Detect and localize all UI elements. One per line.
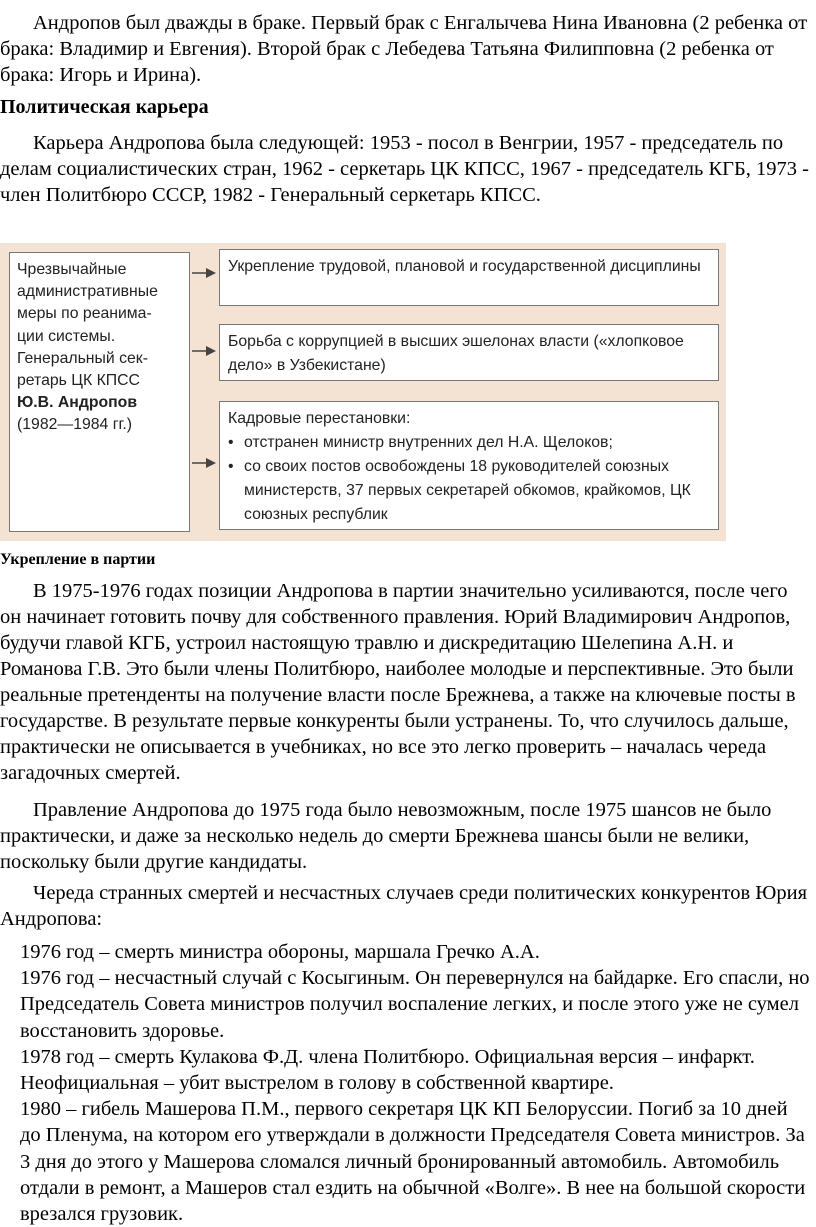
diagram-source-box — [9, 252, 190, 532]
event-item: 1978 год – смерть Кулакова Ф.Д. члена Политбюро. Официальная версия – инфаркт. Неофициальная – убит выстрелом в голову в собственной квартире. — [20, 1045, 755, 1095]
source-line-2: административные — [17, 283, 158, 301]
source-line-4: ции системы. — [17, 327, 116, 345]
personnel-item: • со своих постов освобождены 18 руководителей союзных министерств, 37 первых секретарей обкомов, крайкомов, ЦК союзных республик — [228, 455, 712, 527]
measure-box-personnel — [219, 401, 719, 530]
measure-box-corruption — [219, 324, 719, 381]
arrow-right-icon — [192, 455, 218, 471]
source-years: (1982—1984 гг.) — [17, 416, 132, 434]
source-line-6: ретарь ЦК КПСС — [17, 372, 140, 390]
event-item: 1980 – гибель Машерова П.М., первого секретаря ЦК КП Белоруссии. Погиб за 10 дней до Пленума, на котором его утверждали в должности Председателя Совета министров. За 3 дня до этого у Машерова сломался личный бронированный автомобиль. Автомобиль отдали в ремонт, а Машеров стал ездить на обычной «Волге». В нее на большой скорости врезался грузовик. — [20, 1098, 806, 1226]
career-heading: Политическая карьера — [0, 96, 209, 118]
source-name: Ю.В. Андропов — [17, 394, 138, 412]
intro-text: Андропов был дважды в браке. Первый брак с Енгалычева Нина Ивановна (2 ребенка от брака: Владимир и Евгения). Второй брак с Лебедева Татьяна Филипповна (2 ребенка от брака: Игорь и Ирина). — [0, 12, 808, 86]
career-paragraph — [0, 130, 812, 208]
party-heading: Укрепление в партии — [0, 551, 156, 568]
personnel-title: Кадровые перестановки: — [228, 410, 411, 427]
event-item: 1976 год – несчастный случай с Косыгиным. Он перевернулся на байдарке. Его спасли, но Председатель Совета министров получил воспаление легких, и после этого уже не сумел восстановить здоровье. — [20, 967, 810, 1042]
arrow-right-icon — [192, 343, 218, 359]
intro-paragraph — [0, 10, 812, 88]
measure-corruption-text: Борьба с коррупцией в высших эшелонах власти («хлопковое дело» в Узбекистане) — [228, 333, 684, 374]
measure-discipline-text: Укрепление трудовой, плановой и государственной дисциплины — [228, 258, 701, 275]
party-text-2: Правление Андропова до 1975 года было невозможным, после 1975 шансов не было практически, и даже за несколько недель до смерти Брежнева шансы были не велики, поскольку были другие кандидаты. — [0, 799, 772, 873]
events-list — [20, 939, 810, 1227]
measure-box-discipline — [219, 249, 719, 306]
party-paragraph-1 — [0, 578, 812, 786]
personnel-list — [228, 431, 712, 527]
party-paragraph-2 — [0, 797, 812, 875]
career-text: Карьера Андропова была следующей: 1953 - посол в Венгрии, 1957 - председатель по делам социалистических стран, 1962 - серкетарь ЦК КПСС, 1967 - председатель КГБ, 1973 - член Политбюро СССР, 1982 - Генеральный серкетарь КПСС. — [0, 132, 809, 206]
andropov-measures-diagram — [0, 243, 726, 541]
party-text-1: В 1975-1976 годах позиции Андропова в партии значительно усиливаются, после чего он начинает готовить почву для собственного правления. Юрий Владимирович Андропов, будучи главой КГБ, устроил настоящую травлю и дискредитацию Шелепина А.Н. и Романова Г.В. Это были члены Политбюро, наиболее молодые и перспективные. Это были реальные претенденты на получение власти после Брежнева, а также на ключевые посты в государстве. В результате первые конкуренты были устранены. То, что случилось дальше, практически не описывается в учебниках, но все это легко проверить – началась череда загадочных смертей. — [0, 580, 796, 784]
arrow-right-icon — [192, 265, 218, 281]
event-item: 1976 год – смерть министра обороны, маршала Гречко А.А. — [20, 941, 540, 963]
source-line-1: Чрезвычайные — [17, 261, 127, 278]
personnel-item: • отстранен министр внутренних дел Н.А. Щелоков; — [228, 431, 712, 455]
party-text-3: Череда странных смертей и несчастных случаев среди политических конкурентов Юрия Андропова: — [0, 882, 807, 930]
source-line-5: Генеральный сек- — [17, 349, 148, 367]
party-paragraph-3 — [0, 880, 812, 932]
source-line-3: меры по реанима- — [17, 305, 152, 323]
